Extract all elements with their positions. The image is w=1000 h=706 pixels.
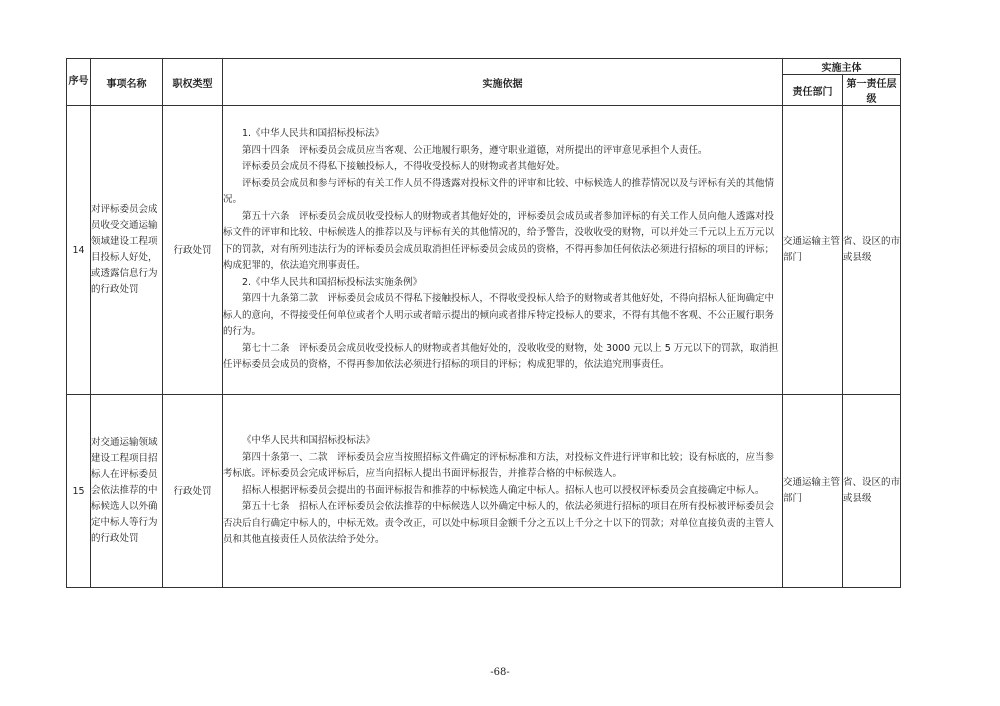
basis-paragraph: 第四十四条 评标委员会成员应当客观、公正地履行职务，遵守职业道德，对所提出的评审意见承担个人责任。 <box>242 144 708 156</box>
header-power-type: 职权类型 <box>163 59 223 106</box>
header-dept: 责任部门 <box>783 75 843 106</box>
table-row <box>67 106 901 395</box>
row-power-type: 行政处罚 <box>163 395 223 588</box>
basis-paragraph: 招标人根据评标委员会提出的书面评标报告和推荐的中标候选人确定中标人。招标人也可以授权评标委员会直接确定中标人。 <box>242 484 765 496</box>
row-seq: 15 <box>67 395 91 588</box>
row-dept: 交通运输主管部门 <box>783 395 843 588</box>
basis-paragraph: 评标委员会成员不得私下接触投标人，不得收受投标人的财物或者其他好处。 <box>242 161 566 173</box>
basis-paragraph: 第五十六条 评标委员会成员收受投标人的财物或者其他好处的，评标委员会成员或者参加评标的有关工作人员向他人透露对投标文件的评审和比较、中标候选人的推荐以及与评标有关的其他情况的，给予警告，没收收受的财物，可以并处三千元以上五万元以下的罚款，对有所列违法行为的评标委员会成员取消担任评标委员会成员的资格，不得再参加任何依法必须进行招标的项目的评标；构成犯罪的，依法追究刑事责任。 <box>223 210 775 272</box>
row-power-type: 行政处罚 <box>163 106 223 395</box>
basis-paragraph: 第四十九条第二款 评标委员会成员不得私下接触投标人，不得收受投标人给予的财物或者其他好处，不得向招标人征询确定中标人的意向，不得接受任何单位或者个人明示或者暗示提出的倾向或者排斥特定投标人的要求，不得有其他不客观、不公正履行职务的行为。 <box>223 293 775 338</box>
row-item-name: 对交通运输领域建设工程项目招标人在评标委员会依法推荐的中标候选人以外确定中标人等行为的行政处罚 <box>91 395 163 588</box>
header-seq: 序号 <box>67 59 91 106</box>
row-level: 省、设区的市或县级 <box>843 395 901 588</box>
header-basis: 实施依据 <box>223 59 783 106</box>
header-level: 第一责任层级 <box>843 75 901 106</box>
basis-paragraph: 《中华人民共和国招标投标法》 <box>242 435 376 447</box>
row-item-name: 对评标委员会成员收受交通运输领域建设工程项目投标人好处，或透露信息行为的行政处罚 <box>91 106 163 395</box>
page-number: -68- <box>490 667 510 678</box>
header-item-name: 事项名称 <box>91 59 163 106</box>
basis-paragraph: 2.《中华人民共和国招标投标法实施条例》 <box>242 276 423 288</box>
table-row <box>67 395 901 588</box>
basis-paragraph: 1.《中华人民共和国招标投标法》 <box>242 128 385 140</box>
row-basis <box>223 106 783 395</box>
basis-paragraph: 第四十条第一、二款 评标委员会应当按照招标文件确定的评标标准和方法，对投标文件进行评审和比较；设有标底的，应当参考标底。评标委员会完成评标后，应当向招标人提出书面评标报告，并推荐合格的中标候选人。 <box>223 451 775 480</box>
header-subject: 实施主体 <box>783 59 901 75</box>
row-basis <box>223 395 783 588</box>
row-level: 省、设区的市或县级 <box>843 106 901 395</box>
header-row-1 <box>67 59 901 75</box>
basis-paragraph: 第七十二条 评标委员会成员收受投标人的财物或者其他好处的，没收收受的财物，处 3000 元以上 5 万元以下的罚款，取消担任评标委员会成员的资格，不得再参加依法必须进行招标的项目的评标；构成犯罪的，依法追究刑事责任。 <box>223 342 779 371</box>
basis-paragraph: 第五十七条 招标人在评标委员会依法推荐的中标候选人以外确定中标人的，依法必须进行招标的项目在所有投标被评标委员会否决后自行确定中标人的，中标无效。责令改正，可以处中标项目金额千分之五以上千分之十以下的罚款；对单位直接负责的主管人员和其他直接责任人员依法给予处分。 <box>223 501 775 546</box>
enforcement-table <box>66 58 901 588</box>
row-seq: 14 <box>67 106 91 395</box>
basis-paragraph: 评标委员会成员和参与评标的有关工作人员不得透露对投标文件的评审和比较、中标候选人的推荐情况以及与评标有关的其他情况。 <box>223 177 775 206</box>
row-dept: 交通运输主管部门 <box>783 106 843 395</box>
